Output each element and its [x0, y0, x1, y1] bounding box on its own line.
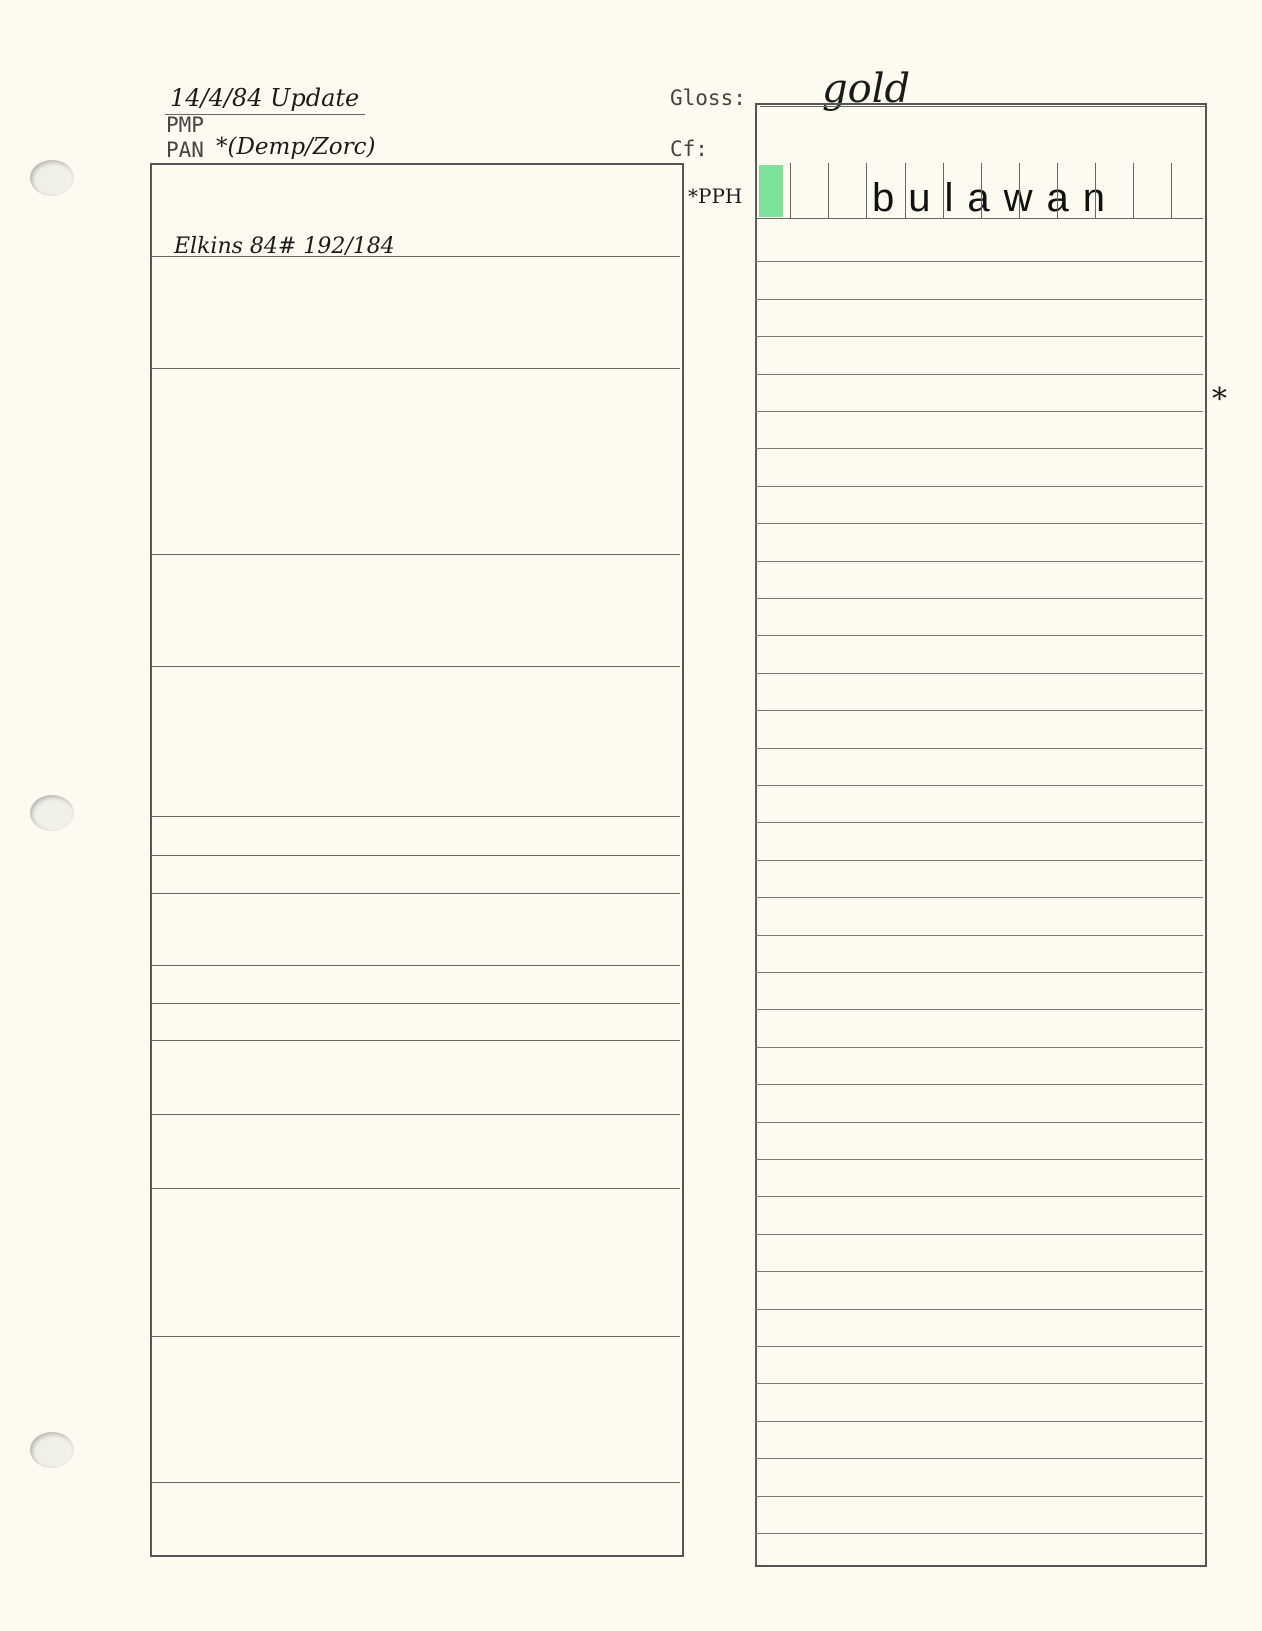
cf-label: Cf: [670, 137, 708, 161]
row-line [755, 1234, 1203, 1235]
binder-hole-top [30, 160, 74, 196]
pph-grid-line [1133, 163, 1134, 219]
pph-grid-line [1095, 163, 1096, 219]
group-divider [150, 1482, 680, 1483]
pph-row-bottom-line [755, 218, 1203, 219]
row-line [755, 1458, 1203, 1459]
row-line [755, 1009, 1203, 1010]
row-line [755, 261, 1203, 262]
row-line [755, 822, 1203, 823]
group-divider [150, 893, 680, 894]
group-divider [150, 1336, 680, 1337]
binder-hole-bottom [30, 1432, 74, 1468]
row-line [755, 448, 1203, 449]
pph-highlight [759, 165, 783, 217]
row-line [755, 561, 1203, 562]
row-line [755, 411, 1203, 412]
row-line [755, 1196, 1203, 1197]
group-divider [150, 1040, 680, 1041]
row-line [755, 299, 1203, 300]
group-divider [150, 368, 680, 369]
row-line [755, 785, 1203, 786]
row-line [755, 1309, 1203, 1310]
row-line [755, 673, 1203, 674]
row-line [755, 972, 1203, 973]
pph-grid-line [1171, 163, 1172, 219]
pph-grid-line [790, 163, 791, 219]
row-line [755, 486, 1203, 487]
binder-hole-middle [30, 795, 74, 831]
pph-grid-line [1057, 163, 1058, 219]
row-line [755, 1533, 1203, 1534]
pan-label: PAN [166, 138, 204, 162]
row-line [755, 374, 1203, 375]
row-line [755, 748, 1203, 749]
row-line [755, 1122, 1203, 1123]
pph-grid-line [905, 163, 906, 219]
row-line [755, 1159, 1203, 1160]
row-line [755, 860, 1203, 861]
left-panel-frame [150, 163, 684, 1557]
row-line [755, 1496, 1203, 1497]
row-line [755, 523, 1203, 524]
star-mark: * [1212, 382, 1227, 417]
row-line [755, 1383, 1203, 1384]
pph-grid-line [981, 163, 982, 219]
group-divider [150, 816, 680, 817]
group-divider [150, 965, 680, 966]
pph-grid-line [866, 163, 867, 219]
pph-grid-line [1019, 163, 1020, 219]
group-divider [150, 855, 680, 856]
pan-note: *(Demp/Zorc) [216, 134, 376, 160]
row-line [755, 635, 1203, 636]
row-line [755, 1421, 1203, 1422]
group-divider [150, 1188, 680, 1189]
pph-code: *PPH [688, 184, 743, 208]
date-update: 14/4/84 Update [170, 84, 360, 112]
pmp-label: PMP [166, 113, 204, 137]
source-reference: Elkins 84# 192/184 [174, 234, 395, 259]
pph-form: bulawan [872, 176, 1120, 220]
gloss-label: Gloss: [670, 86, 746, 110]
group-divider [150, 1114, 680, 1115]
row-line [755, 1047, 1203, 1048]
row-line [755, 710, 1203, 711]
group-divider [150, 1003, 680, 1004]
pph-grid-line [828, 163, 829, 219]
row-line [755, 598, 1203, 599]
row-line [755, 336, 1203, 337]
group-divider [150, 256, 680, 257]
row-line [755, 1084, 1203, 1085]
right-grid-frame [755, 103, 1207, 1567]
row-line [755, 935, 1203, 936]
pph-grid-line [943, 163, 944, 219]
group-divider [150, 666, 680, 667]
row-line [755, 1346, 1203, 1347]
gloss-value: gold [822, 66, 911, 112]
row-line [755, 897, 1203, 898]
row-line [755, 1271, 1203, 1272]
group-divider [150, 554, 680, 555]
